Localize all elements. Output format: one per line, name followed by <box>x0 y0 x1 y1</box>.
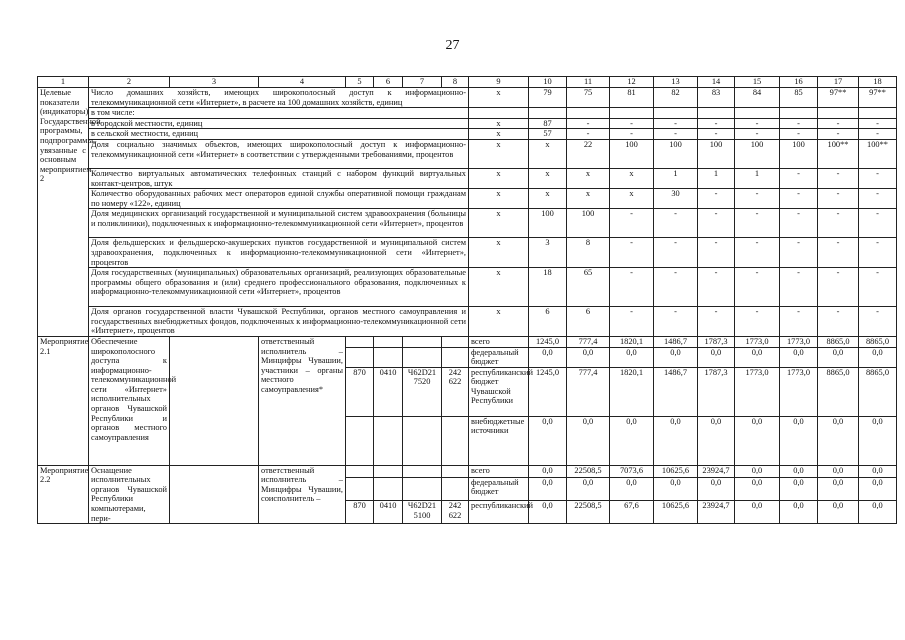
budget-code: 242 622 <box>442 501 469 524</box>
funding-value: 0,0 <box>567 477 610 500</box>
funding-value: 0,0 <box>780 347 818 367</box>
indicator-value: - <box>610 238 654 268</box>
budget-code <box>442 477 469 500</box>
header-row <box>38 77 897 88</box>
indicator-value: - <box>654 307 698 337</box>
indicator-row <box>38 238 897 268</box>
indicator-value: - <box>735 209 780 238</box>
indicator-text: Количество оборудованных рабочих мест операторов единой службы оперативной помощи гражданам по номеру «122», единиц <box>89 189 469 209</box>
indicator-value: 100 <box>780 139 818 168</box>
column-number: 5 <box>346 77 374 88</box>
indicator-value: 30 <box>654 189 698 209</box>
budget-code <box>346 477 374 500</box>
indicator-value: 57 <box>529 129 567 140</box>
budget-code: 870 <box>346 501 374 524</box>
indicator-value: - <box>735 118 780 129</box>
column-number: 14 <box>698 77 735 88</box>
indicator-value: 100 <box>698 139 735 168</box>
indicator-value: 97** <box>818 88 859 108</box>
funding-source: республиканский <box>469 501 529 524</box>
indicator-value: 83 <box>698 88 735 108</box>
column-number: 2 <box>89 77 170 88</box>
indicator-value: 100** <box>818 139 859 168</box>
indicator-value: 8 <box>567 238 610 268</box>
funding-value: 1245,0 <box>529 367 567 416</box>
indicator-value: 1 <box>654 168 698 188</box>
funding-value: 1773,0 <box>735 336 780 347</box>
indicator-value: - <box>610 129 654 140</box>
indicator-source: x <box>469 268 529 307</box>
funding-value: 0,0 <box>818 347 859 367</box>
column-number: 10 <box>529 77 567 88</box>
budget-code <box>346 416 374 465</box>
indicator-source: x <box>469 88 529 108</box>
indicator-value <box>610 108 654 119</box>
funding-value: 23924,7 <box>698 501 735 524</box>
program-table <box>37 76 897 524</box>
measure-label: Мероприятие 2.2 <box>38 465 89 524</box>
indicator-value: - <box>735 307 780 337</box>
indicator-value: - <box>567 118 610 129</box>
indicator-source <box>469 108 529 119</box>
indicator-value: - <box>567 129 610 140</box>
indicator-value: - <box>859 189 897 209</box>
indicator-source: x <box>469 189 529 209</box>
indicator-value <box>654 108 698 119</box>
column-number: 17 <box>818 77 859 88</box>
budget-code: 0410 <box>374 367 403 416</box>
indicator-text: Доля социально значимых объектов, имеющих широкополосный доступ к информационно-телекоммуникационной сети «Интернет» в соответствии с утвержденными требованиями, процентов <box>89 139 469 168</box>
goal-label: Целевые показатели (индикаторы) Государственной программы, подпрограммы, увязанные с основным мероприятием 2 <box>38 88 89 337</box>
indicator-value: 6 <box>567 307 610 337</box>
budget-code <box>346 465 374 477</box>
measure-responsible: ответственный исполнитель – Минцифры Чувашии, участники – органы местного самоуправления* <box>259 336 346 465</box>
funding-value: 0,0 <box>818 465 859 477</box>
indicator-value: 81 <box>610 88 654 108</box>
funding-value: 1245,0 <box>529 336 567 347</box>
budget-code <box>442 416 469 465</box>
column-number: 18 <box>859 77 897 88</box>
budget-code <box>403 465 442 477</box>
indicator-value: - <box>654 268 698 307</box>
funding-value: 0,0 <box>529 465 567 477</box>
indicator-value <box>529 108 567 119</box>
column-number: 15 <box>735 77 780 88</box>
column-number: 8 <box>442 77 469 88</box>
indicator-value: 87 <box>529 118 567 129</box>
budget-code <box>442 465 469 477</box>
indicator-row <box>38 168 897 188</box>
indicator-value: 100** <box>859 139 897 168</box>
indicator-value: 100 <box>610 139 654 168</box>
indicator-value: - <box>698 238 735 268</box>
budget-code: 870 <box>346 367 374 416</box>
indicator-value: - <box>610 209 654 238</box>
funding-value: 67,6 <box>610 501 654 524</box>
funding-value: 22508,5 <box>567 465 610 477</box>
indicator-value: 100 <box>567 209 610 238</box>
column-number: 3 <box>170 77 259 88</box>
indicator-value <box>698 108 735 119</box>
indicator-value: - <box>818 238 859 268</box>
indicator-value: - <box>859 118 897 129</box>
column-number: 13 <box>654 77 698 88</box>
funding-value: 10625,6 <box>654 501 698 524</box>
indicator-value: - <box>735 129 780 140</box>
indicator-value <box>818 108 859 119</box>
indicator-value: - <box>859 129 897 140</box>
indicator-value: - <box>698 118 735 129</box>
indicator-text: в городской местности, единиц <box>89 118 469 129</box>
indicator-value: - <box>654 238 698 268</box>
funding-value: 0,0 <box>859 465 897 477</box>
indicator-value: 100 <box>529 209 567 238</box>
indicator-value: - <box>735 189 780 209</box>
funding-value: 22508,5 <box>567 501 610 524</box>
indicator-value: 100 <box>654 139 698 168</box>
indicator-value: - <box>780 168 818 188</box>
indicator-source: x <box>469 139 529 168</box>
indicator-value: - <box>780 238 818 268</box>
funding-value: 0,0 <box>735 477 780 500</box>
measure-empty <box>170 465 259 524</box>
budget-code <box>346 336 374 347</box>
indicator-text: Доля медицинских организаций государственной и муниципальной систем здравоохранения (больницы и поликлиники), подключенных к информационно-телекоммуникационной сети «Интернет», процентов <box>89 209 469 238</box>
funding-value: 0,0 <box>780 501 818 524</box>
indicator-text: в сельской местности, единиц <box>89 129 469 140</box>
indicator-value: - <box>735 238 780 268</box>
indicator-value: 18 <box>529 268 567 307</box>
budget-code: 242 622 <box>442 367 469 416</box>
indicator-value: - <box>610 307 654 337</box>
funding-value: 8865,0 <box>818 367 859 416</box>
indicator-row <box>38 139 897 168</box>
indicator-value: - <box>818 268 859 307</box>
budget-code: Ч62D21 7520 <box>403 367 442 416</box>
column-number: 11 <box>567 77 610 88</box>
indicator-source: x <box>469 168 529 188</box>
indicator-value: - <box>698 189 735 209</box>
column-number: 9 <box>469 77 529 88</box>
indicator-value: - <box>818 209 859 238</box>
indicator-text: Количество виртуальных автоматических телефонных станций с набором функций виртуальных контакт-центров, штук <box>89 168 469 188</box>
indicator-value: - <box>780 129 818 140</box>
measure-responsible: ответственный исполнитель – Минцифры Чувашии, соисполнитель – <box>259 465 346 524</box>
funding-value: 0,0 <box>654 347 698 367</box>
indicator-value: - <box>859 209 897 238</box>
budget-code: 0410 <box>374 501 403 524</box>
indicator-value: - <box>698 268 735 307</box>
indicator-value: - <box>859 268 897 307</box>
indicator-row <box>38 307 897 337</box>
budget-code <box>374 416 403 465</box>
indicator-value: - <box>610 118 654 129</box>
indicator-row <box>38 189 897 209</box>
indicator-source: x <box>469 209 529 238</box>
funding-value: 777,4 <box>567 336 610 347</box>
funding-value: 0,0 <box>818 501 859 524</box>
funding-value: 0,0 <box>735 501 780 524</box>
funding-source: федеральный бюджет <box>469 477 529 500</box>
indicator-value: - <box>654 118 698 129</box>
indicator-value: - <box>780 307 818 337</box>
measure-name: Обеспечение широкополосного доступа к информационно-телекоммуникационной сети «Интернет» исполнительных органов Чувашской Республики и органов местного самоуправления <box>89 336 170 465</box>
indicator-value: - <box>818 189 859 209</box>
funding-value: 0,0 <box>859 347 897 367</box>
column-number: 4 <box>259 77 346 88</box>
funding-value: 0,0 <box>567 416 610 465</box>
funding-source: республиканский бюджет Чувашской Республики <box>469 367 529 416</box>
budget-code <box>374 465 403 477</box>
funding-value: 0,0 <box>780 465 818 477</box>
funding-value: 0,0 <box>610 347 654 367</box>
funding-value: 0,0 <box>735 347 780 367</box>
column-number: 16 <box>780 77 818 88</box>
indicator-row <box>38 129 897 140</box>
budget-code <box>374 347 403 367</box>
indicator-value: - <box>780 189 818 209</box>
funding-value: 0,0 <box>529 477 567 500</box>
indicator-value: 22 <box>567 139 610 168</box>
column-number: 1 <box>38 77 89 88</box>
indicator-source: x <box>469 238 529 268</box>
measure-label: Мероприятие 2.1 <box>38 336 89 465</box>
indicator-value: 85 <box>780 88 818 108</box>
funding-value: 1787,3 <box>698 336 735 347</box>
indicator-value: - <box>780 268 818 307</box>
indicator-value: - <box>859 168 897 188</box>
indicator-value: - <box>859 307 897 337</box>
funding-value: 1820,1 <box>610 336 654 347</box>
funding-value: 0,0 <box>654 416 698 465</box>
funding-value: 10625,6 <box>654 465 698 477</box>
funding-value: 0,0 <box>735 416 780 465</box>
indicator-value <box>859 108 897 119</box>
funding-source: федеральный бюджет <box>469 347 529 367</box>
budget-code <box>442 347 469 367</box>
funding-value: 0,0 <box>818 477 859 500</box>
indicator-value: 82 <box>654 88 698 108</box>
indicator-value: x <box>610 189 654 209</box>
indicator-row <box>38 268 897 307</box>
indicator-text: Число домашних хозяйств, имеющих широкополосный доступ к информационно-телекоммуникационной сети «Интернет», в расчете на 100 домашних хозяйств, единиц <box>89 88 469 108</box>
funding-value: 1773,0 <box>735 367 780 416</box>
indicator-value: - <box>818 307 859 337</box>
column-number: 6 <box>374 77 403 88</box>
indicator-value: - <box>698 129 735 140</box>
indicator-source: x <box>469 118 529 129</box>
indicator-value: x <box>567 168 610 188</box>
indicator-value: x <box>529 189 567 209</box>
budget-code: Ч62D21 5100 <box>403 501 442 524</box>
indicator-value: x <box>529 168 567 188</box>
funding-value: 0,0 <box>529 501 567 524</box>
funding-value: 0,0 <box>529 416 567 465</box>
indicator-value: 79 <box>529 88 567 108</box>
funding-value: 0,0 <box>654 477 698 500</box>
indicator-text: в том числе: <box>89 108 469 119</box>
funding-source: всего <box>469 465 529 477</box>
funding-value: 0,0 <box>698 477 735 500</box>
budget-code <box>346 347 374 367</box>
budget-code <box>374 477 403 500</box>
indicator-value: 1 <box>698 168 735 188</box>
indicator-row <box>38 118 897 129</box>
measure-empty <box>170 336 259 465</box>
funding-value: 1773,0 <box>780 336 818 347</box>
budget-code <box>403 347 442 367</box>
indicator-value: - <box>654 129 698 140</box>
budget-code <box>374 336 403 347</box>
funding-source: внебюджетные источники <box>469 416 529 465</box>
funding-value: 0,0 <box>780 416 818 465</box>
funding-value: 777,4 <box>567 367 610 416</box>
funding-value: 1486,7 <box>654 336 698 347</box>
column-number: 7 <box>403 77 442 88</box>
indicator-value: x <box>567 189 610 209</box>
indicator-text: Доля государственных (муниципальных) образовательных организаций, реализующих образовательные программы общего образования и (или) среднего профессионального образования, подключенных к информационно-телекоммуникационной сети «Интернет», процентов <box>89 268 469 307</box>
indicator-text: Доля органов государственной власти Чувашской Республики, органов местного самоуправления и государственных внебюджетных фондов, подключенных к информационно-телекоммуникационной сети «Интернет», процентов <box>89 307 469 337</box>
funding-value: 8865,0 <box>859 336 897 347</box>
funding-value: 0,0 <box>859 416 897 465</box>
indicator-value: x <box>529 139 567 168</box>
funding-value: 1820,1 <box>610 367 654 416</box>
funding-row <box>38 336 897 347</box>
indicator-value <box>567 108 610 119</box>
funding-value: 1773,0 <box>780 367 818 416</box>
funding-value: 0,0 <box>818 416 859 465</box>
funding-value: 1787,3 <box>698 367 735 416</box>
indicator-value <box>780 108 818 119</box>
funding-value: 0,0 <box>859 501 897 524</box>
indicator-value: - <box>818 129 859 140</box>
indicator-value: - <box>780 118 818 129</box>
indicator-value: 100 <box>735 139 780 168</box>
funding-row <box>38 465 897 477</box>
indicator-value: - <box>818 168 859 188</box>
funding-value: 1486,7 <box>654 367 698 416</box>
funding-value: 0,0 <box>698 416 735 465</box>
indicator-value: 6 <box>529 307 567 337</box>
indicator-value: 75 <box>567 88 610 108</box>
funding-value: 0,0 <box>698 347 735 367</box>
indicator-row <box>38 108 897 119</box>
budget-code <box>403 477 442 500</box>
budget-code <box>403 336 442 347</box>
indicator-value: 3 <box>529 238 567 268</box>
page-number: 27 <box>445 38 460 53</box>
indicator-value: - <box>735 268 780 307</box>
budget-code <box>442 336 469 347</box>
indicator-text: Доля фельдшерских и фельдшерско-акушерских пунктов государственной и муниципальной систем здравоохранения, подключенных к информационно-телекоммуникационной сети «Интернет», процентов <box>89 238 469 268</box>
indicator-value: - <box>698 209 735 238</box>
funding-value: 0,0 <box>610 477 654 500</box>
funding-value: 8865,0 <box>859 367 897 416</box>
indicator-value: 97** <box>859 88 897 108</box>
funding-value: 8865,0 <box>818 336 859 347</box>
indicator-row <box>38 88 897 108</box>
funding-value: 23924,7 <box>698 465 735 477</box>
funding-value: 7073,6 <box>610 465 654 477</box>
funding-value: 0,0 <box>735 465 780 477</box>
measure-name: Оснащение исполнительных органов Чувашской Республики компьютерами, пери- <box>89 465 170 524</box>
indicator-value: - <box>780 209 818 238</box>
funding-value: 0,0 <box>529 347 567 367</box>
indicator-value: 84 <box>735 88 780 108</box>
indicator-value: - <box>698 307 735 337</box>
indicator-value: - <box>818 118 859 129</box>
indicator-value <box>735 108 780 119</box>
funding-value: 0,0 <box>780 477 818 500</box>
column-number: 12 <box>610 77 654 88</box>
indicator-source: x <box>469 129 529 140</box>
indicator-value: - <box>859 238 897 268</box>
indicator-value: - <box>610 268 654 307</box>
indicator-value: - <box>654 209 698 238</box>
indicator-value: 65 <box>567 268 610 307</box>
indicator-row <box>38 209 897 238</box>
indicator-value: x <box>610 168 654 188</box>
budget-code <box>403 416 442 465</box>
funding-source: всего <box>469 336 529 347</box>
indicator-value: 1 <box>735 168 780 188</box>
indicator-source: x <box>469 307 529 337</box>
funding-value: 0,0 <box>567 347 610 367</box>
funding-value: 0,0 <box>859 477 897 500</box>
funding-value: 0,0 <box>610 416 654 465</box>
